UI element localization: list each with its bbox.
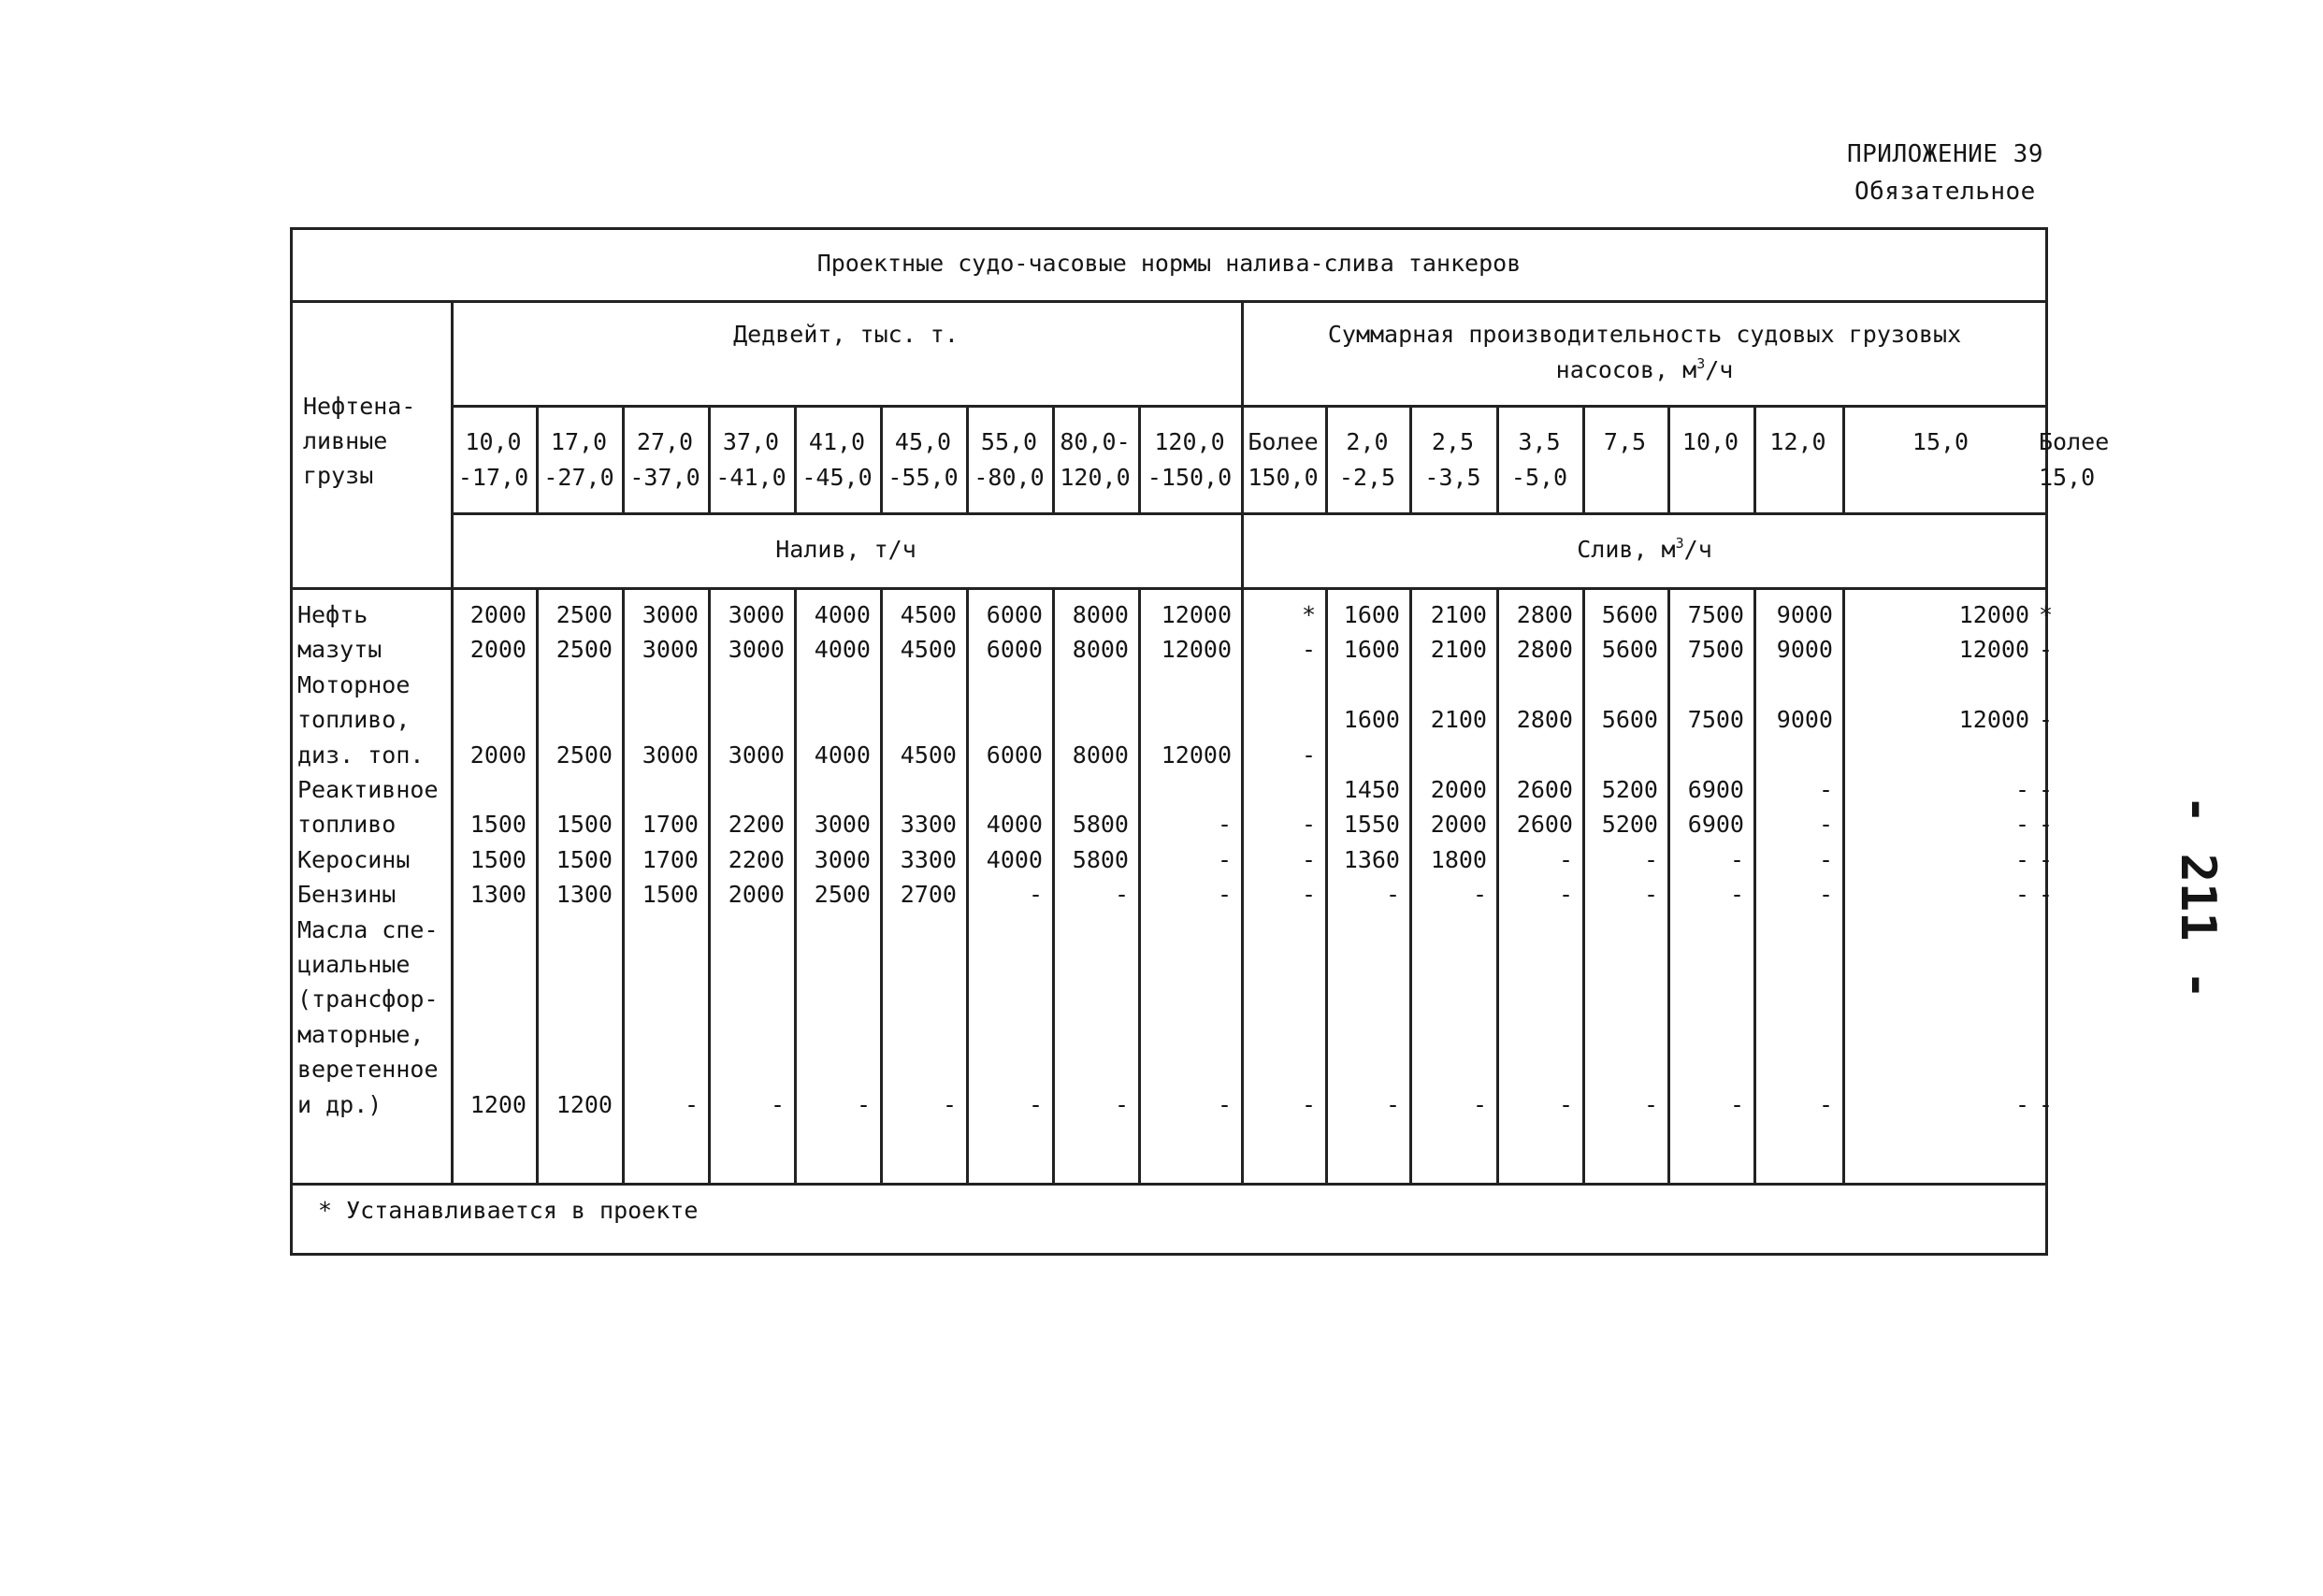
column-range-from: Более: [2039, 428, 2110, 455]
table-cell: 2000: [1430, 811, 1487, 839]
table-cell: 1200: [556, 1090, 613, 1118]
row-label: маторные,: [297, 1020, 425, 1048]
table-cell: 2500: [556, 601, 613, 628]
table-cell: -: [1301, 845, 1316, 873]
row-label: топливо: [297, 811, 397, 839]
table-cell: 3000: [728, 601, 785, 628]
column-range-to: -3,5: [1424, 464, 1481, 491]
column-range-from: Более: [1248, 428, 1319, 455]
table-cell: 1600: [1343, 601, 1400, 628]
table-cell: -: [1114, 881, 1129, 909]
footnote: * Устанавливается в проекте: [318, 1197, 699, 1224]
table-cell: -: [2014, 776, 2029, 803]
table-cell: -: [2039, 811, 2054, 839]
table-cell: 1550: [1343, 811, 1400, 839]
column-range-to: -17,0: [457, 464, 529, 491]
group-header-deadweight: Дедвейт, тыс. т.: [733, 321, 959, 348]
column-range-to: -27,0: [543, 464, 614, 491]
table-cell: -: [684, 1090, 699, 1118]
row-label: топливо,: [297, 706, 411, 734]
row-header-line: грузы: [303, 462, 374, 489]
column-range-from: 7,5: [1603, 428, 1647, 455]
column-divider: [1409, 405, 1412, 512]
subheader-divider: [451, 512, 2048, 515]
table-cell: -: [1028, 881, 1043, 909]
table-border-top: [290, 227, 2048, 230]
table-cell: -: [1558, 845, 1573, 873]
table-cell: 3300: [900, 811, 957, 839]
appendix-title: ПРИЛОЖЕНИЕ 39: [1847, 140, 2043, 168]
table-cell: -: [1217, 881, 1232, 909]
appendix-status: Обязательное: [1854, 178, 2036, 206]
column-divider: [1667, 405, 1670, 512]
column-range-from: 10,0: [1681, 428, 1739, 455]
table-cell: -: [1385, 881, 1400, 909]
subheader-loading: Налив, т/ч: [775, 536, 916, 563]
table-cell: 2000: [1430, 776, 1487, 803]
column-divider: [1842, 405, 1845, 512]
column-divider: [1753, 405, 1756, 512]
row-label: и др.): [297, 1090, 382, 1118]
table-cell: 2200: [728, 845, 785, 873]
table-cell: -: [1818, 1090, 1833, 1118]
table-cell: 2000: [728, 881, 785, 909]
row-label: веретенное: [297, 1056, 439, 1084]
column-divider: [622, 405, 625, 512]
table-cell: -: [1729, 1090, 1744, 1118]
row-label: Масла спе-: [297, 915, 439, 943]
table-cell: 5600: [1601, 636, 1658, 664]
group-header-pumps-unit: насосов, $м^3/ч$: [1555, 355, 1734, 383]
table-cell: 3000: [728, 636, 785, 664]
table-cell: -: [1558, 1090, 1573, 1118]
row-label: диз. топ.: [297, 740, 425, 769]
table-cell: -: [2039, 845, 2054, 873]
row-label: Моторное: [297, 670, 411, 698]
table-cell: 9000: [1776, 601, 1833, 628]
row-header-line: ливные: [303, 427, 388, 454]
column-range-from: 2,0: [1346, 428, 1389, 455]
table-cell: -: [1472, 881, 1487, 909]
table-cell: -: [1217, 845, 1232, 873]
table-border-left: [290, 227, 293, 1253]
column-range-from: 120,0: [1154, 428, 1225, 455]
table-cell: -: [1729, 845, 1744, 873]
table-cell: -: [1114, 1090, 1129, 1118]
table-cell: -: [2039, 636, 2054, 664]
table-cell: -: [1217, 811, 1232, 839]
table-cell: 9000: [1776, 636, 1833, 664]
subheader-unloading: Слив, $м^3/ч$: [1577, 535, 1712, 563]
table-cell: 4500: [900, 636, 957, 664]
table-cell: 6900: [1687, 776, 1744, 803]
table-cell: 12000: [1958, 706, 2029, 734]
table-cell: 2700: [900, 881, 957, 909]
table-cell: 1500: [469, 811, 527, 839]
table-cell: 8000: [1072, 601, 1129, 628]
table-cell: 1360: [1343, 845, 1400, 873]
table-cell: -: [1217, 1090, 1232, 1118]
table-cell: 7500: [1687, 636, 1744, 664]
column-header-divider: [451, 405, 2048, 408]
table-cell: -: [1818, 881, 1833, 909]
table-cell: 4000: [814, 601, 871, 628]
table-cell: 6000: [986, 636, 1043, 664]
table-cell: 2500: [556, 740, 613, 769]
table-cell: -: [1818, 776, 1833, 803]
column-range-from: 2,5: [1431, 428, 1475, 455]
table-cell: -: [856, 1090, 871, 1118]
column-range-to: -5,0: [1510, 464, 1568, 491]
table-cell: 2600: [1516, 776, 1573, 803]
table-cell: -: [1729, 881, 1744, 909]
table-cell: -: [1301, 881, 1316, 909]
column-range-to: 120,0: [1060, 464, 1131, 491]
table-cell: -: [1301, 636, 1316, 664]
table-cell: -: [2014, 811, 2029, 839]
column-range-to: -55,0: [887, 464, 959, 491]
column-range-from: 41,0: [808, 428, 866, 455]
table-cell: 1800: [1430, 845, 1487, 873]
table-cell: 5800: [1072, 811, 1129, 839]
table-cell: 2500: [556, 636, 613, 664]
column-range-from: 17,0: [550, 428, 608, 455]
column-divider: [1052, 405, 1055, 512]
table-cell: 3000: [814, 845, 871, 873]
column-divider: [1325, 405, 1328, 512]
table-cell: 4500: [900, 740, 957, 769]
column-range-from: 80,0-: [1060, 428, 1131, 455]
column-divider: [880, 405, 883, 512]
table-cell: 3000: [642, 740, 699, 769]
row-label: (трансфор-: [297, 985, 439, 1014]
table-cell: 1300: [469, 881, 527, 909]
table-cell: 2000: [469, 636, 527, 664]
table-cell: -: [2014, 881, 2029, 909]
table-cell: -: [2039, 776, 2054, 803]
column-divider: [966, 405, 969, 512]
table-cell: 4000: [986, 845, 1043, 873]
table-cell: 1700: [642, 845, 699, 873]
table-cell: 12000: [1161, 636, 1232, 664]
table-cell: 4500: [900, 601, 957, 628]
column-range-from: 55,0: [980, 428, 1038, 455]
table-cell: -: [1818, 845, 1833, 873]
table-cell: -: [1472, 1090, 1487, 1118]
table-cell: 1300: [556, 881, 613, 909]
table-cell: 8000: [1072, 636, 1129, 664]
table-cell: 12000: [1958, 636, 2029, 664]
table-border-bottom: [290, 1253, 2048, 1256]
table-cell: 2200: [728, 811, 785, 839]
column-range-to: -37,0: [629, 464, 700, 491]
table-cell: 1500: [469, 845, 527, 873]
column-range-to: 150,0: [1248, 464, 1319, 491]
table-cell: 3300: [900, 845, 957, 873]
table-cell: -: [1818, 811, 1833, 839]
table-cell: 12000: [1161, 601, 1232, 628]
column-range-to: -2,5: [1338, 464, 1396, 491]
column-range-from: 3,5: [1518, 428, 1561, 455]
table-cell: -: [1643, 1090, 1658, 1118]
row-header-line: Нефтена-: [303, 393, 416, 420]
column-range-from: 27,0: [636, 428, 694, 455]
table-cell: -: [1028, 1090, 1043, 1118]
table-cell: 3000: [642, 636, 699, 664]
table-cell: 2500: [814, 881, 871, 909]
table-cell: 5800: [1072, 845, 1129, 873]
table-cell: 2600: [1516, 811, 1573, 839]
row-label: Нефть: [297, 601, 368, 628]
table-cell: 3000: [642, 601, 699, 628]
table-cell: 5200: [1601, 811, 1658, 839]
table-cell: *: [2039, 601, 2054, 628]
norms-table: [290, 227, 2110, 1256]
table-cell: 6000: [986, 740, 1043, 769]
table-cell: 2100: [1430, 706, 1487, 734]
table-cell: 2000: [469, 740, 527, 769]
table-cell: -: [1301, 811, 1316, 839]
row-label: циальные: [297, 951, 411, 978]
column-divider: [708, 405, 711, 512]
table-cell: 12000: [1161, 740, 1232, 769]
table-cell: 9000: [1776, 706, 1833, 734]
table-cell: -: [942, 1090, 957, 1118]
title-divider: [290, 300, 2048, 303]
table-cell: 8000: [1072, 740, 1129, 769]
table-cell: 7500: [1687, 706, 1744, 734]
table-cell: -: [2014, 845, 2029, 873]
table-cell: 2800: [1516, 601, 1573, 628]
table-title: Проектные судо-часовые нормы налива-слива танкеров: [816, 250, 1522, 277]
table-cell: -: [1301, 1090, 1316, 1118]
table-cell: 1600: [1343, 706, 1400, 734]
column-range-to: 15,0: [2039, 464, 2096, 491]
table-cell: 2000: [469, 601, 527, 628]
table-cell: -: [1385, 1090, 1400, 1118]
data-bottom-rule: [290, 1183, 2048, 1186]
table-cell: -: [1643, 881, 1658, 909]
table-cell: 5600: [1601, 706, 1658, 734]
table-cell: -: [1558, 881, 1573, 909]
table-cell: 7500: [1687, 601, 1744, 628]
row-label: мазуты: [297, 636, 382, 664]
table-cell: 4000: [814, 740, 871, 769]
table-cell: -: [2039, 706, 2054, 734]
column-range-from: 37,0: [722, 428, 780, 455]
table-cell: -: [1301, 740, 1316, 769]
table-cell: 4000: [814, 636, 871, 664]
column-range-from: 15,0: [1912, 428, 1970, 455]
table-cell: 4000: [986, 811, 1043, 839]
table-cell: 2800: [1516, 706, 1573, 734]
data-top-rule: [290, 587, 2048, 590]
table-cell: -: [2039, 1090, 2054, 1118]
column-range-from: 12,0: [1769, 428, 1826, 455]
table-cell: 3000: [814, 811, 871, 839]
table-cell: 3000: [728, 740, 785, 769]
column-range-to: -45,0: [801, 464, 873, 491]
table-cell: -: [2039, 881, 2054, 909]
table-cell: *: [1301, 601, 1316, 628]
column-divider: [794, 405, 797, 512]
table-cell: 6000: [986, 601, 1043, 628]
table-cell: 1500: [556, 845, 613, 873]
table-cell: 2100: [1430, 601, 1487, 628]
table-cell: 5600: [1601, 601, 1658, 628]
page-number: - 211 -: [2170, 795, 2226, 1000]
column-range-to: -41,0: [715, 464, 786, 491]
column-range-from: 10,0: [465, 428, 522, 455]
column-divider: [1496, 405, 1499, 512]
row-label: Реактивное: [297, 776, 439, 803]
table-cell: 12000: [1958, 601, 2029, 628]
table-cell: 2100: [1430, 636, 1487, 664]
row-label: Керосины: [297, 845, 411, 873]
row-label: Бензины: [297, 881, 397, 909]
column-range-to: -80,0: [974, 464, 1045, 491]
table-cell: 5200: [1601, 776, 1658, 803]
table-cell: 6900: [1687, 811, 1744, 839]
table-cell: 1450: [1343, 776, 1400, 803]
column-range-to: -150,0: [1147, 464, 1233, 491]
table-cell: -: [2014, 1090, 2029, 1118]
table-cell: 2800: [1516, 636, 1573, 664]
table-cell: -: [1643, 845, 1658, 873]
table-cell: 1500: [556, 811, 613, 839]
column-divider: [1582, 405, 1585, 512]
table-cell: 1600: [1343, 636, 1400, 664]
column-range-from: 45,0: [894, 428, 952, 455]
table-cell: -: [770, 1090, 785, 1118]
column-divider: [1138, 405, 1141, 512]
table-cell: 1700: [642, 811, 699, 839]
table-cell: 1200: [469, 1090, 527, 1118]
table-cell: 1500: [642, 881, 699, 909]
group-header-pumps: Суммарная производительность судовых грузовых: [1327, 321, 1962, 348]
column-divider: [536, 405, 539, 512]
